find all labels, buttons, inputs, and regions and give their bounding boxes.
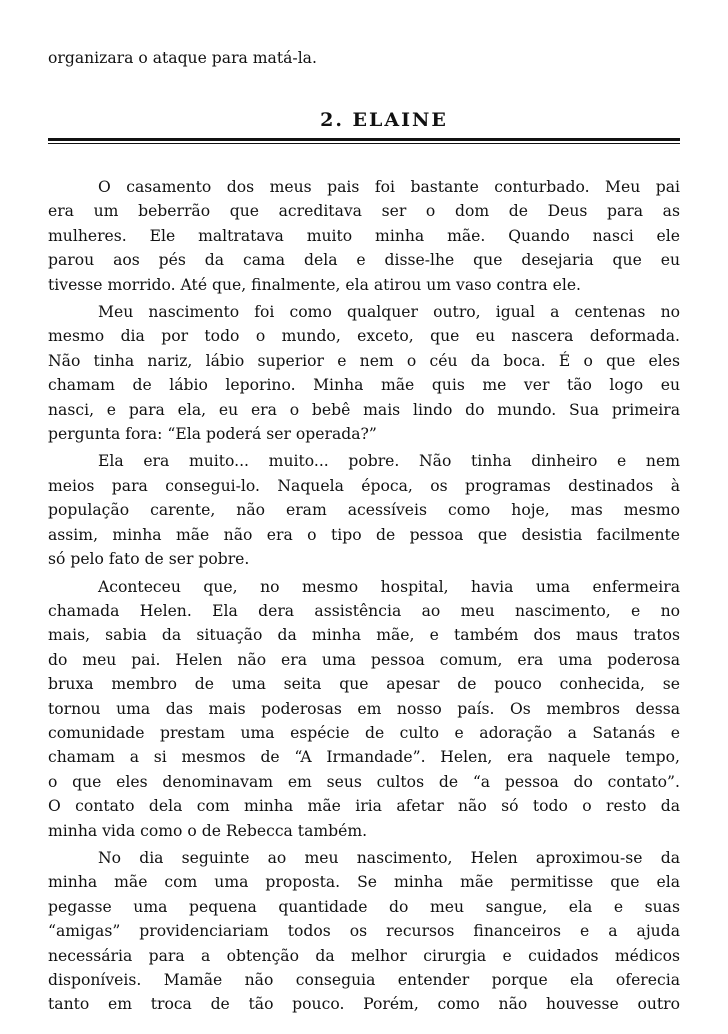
paragraph-line: era um beberrão que acreditava ser o dom de Deus para as bbox=[48, 202, 680, 221]
chapter-title: 2. ELAINE bbox=[320, 109, 448, 131]
divider-thin-line bbox=[48, 143, 680, 144]
paragraph-line: mulheres. Ele maltratava muito minha mãe. Quando nasci ele bbox=[48, 226, 680, 245]
paragraph-line: necessária para a obtenção da melhor cirurgia e cuidados médicos bbox=[48, 946, 680, 965]
paragraph-line: tornou uma das mais poderosas em nosso país. Os membros dessa bbox=[48, 699, 680, 718]
paragraph-line: minha vida como o de Rebecca também. bbox=[48, 821, 368, 840]
paragraph-line: parou aos pés da cama dela e disse-lhe que desejaria que eu bbox=[48, 251, 680, 270]
paragraph-line: “amigas” providenciariam todos os recursos financeiros e a ajuda bbox=[48, 922, 680, 941]
paragraph-line: assim, minha mãe não era o tipo de pessoa que desistia facilmente bbox=[48, 525, 680, 544]
divider-thick-line bbox=[48, 138, 680, 141]
paragraph-line: O contato dela com minha mãe iria afetar não só todo o resto da bbox=[48, 797, 680, 816]
paragraph-line: mesmo dia por todo o mundo, exceto, que eu nascera deformada. bbox=[48, 327, 680, 346]
paragraph-line: chamam de lábio leporino. Minha mãe quis me ver tão logo eu bbox=[48, 376, 680, 395]
paragraph-line: nasci, e para ela, eu era o bebê mais lindo do mundo. Sua primeira bbox=[48, 400, 680, 419]
chapter-divider bbox=[48, 138, 680, 144]
paragraph bbox=[48, 449, 680, 571]
paragraph-line: do meu pai. Helen não era uma pessoa comum, era uma poderosa bbox=[48, 650, 680, 669]
paragraph bbox=[48, 175, 680, 297]
paragraph bbox=[48, 846, 680, 1017]
paragraph-line: Aconteceu que, no mesmo hospital, havia uma enfermeira bbox=[98, 577, 680, 596]
paragraph-line: tanto em troca de tão pouco. Porém, como não houvesse outro bbox=[48, 995, 680, 1014]
paragraph-line: disponíveis. Mamãe não conseguia entender porque ela oferecia bbox=[48, 971, 680, 989]
paragraph bbox=[48, 575, 680, 843]
paragraph-line: chamada Helen. Ela dera assistência ao meu nascimento, e no bbox=[48, 601, 680, 620]
paragraph-line: chamam a si mesmos de “A Irmandade”. Helen, era naquele tempo, bbox=[48, 748, 680, 767]
paragraph-line: pegasse uma pequena quantidade do meu sangue, ela e suas bbox=[48, 897, 680, 916]
paragraph-line: população carente, não eram acessíveis como hoje, mas mesmo bbox=[48, 501, 680, 520]
paragraph-line: Não tinha nariz, lábio superior e nem o céu da boca. É o que eles bbox=[48, 351, 680, 370]
paragraph-line: mais, sabia da situação da minha mãe, e também dos maus tratos bbox=[48, 626, 680, 645]
paragraph-line: comunidade prestam uma espécie de culto e adoração a Satanás e bbox=[48, 723, 680, 742]
paragraph-line: bruxa membro de uma seita que apesar de pouco conhecida, se bbox=[48, 675, 680, 694]
paragraph-line: pergunta fora: “Ela poderá ser operada?” bbox=[48, 425, 377, 444]
paragraph-line: O casamento dos meus pais foi bastante conturbado. Meu pai bbox=[98, 178, 680, 196]
chapter-body bbox=[48, 175, 680, 1017]
paragraph-line: Ela era muito... muito... pobre. Não tinha dinheiro e nem bbox=[98, 452, 680, 471]
paragraph-line: No dia seguinte ao meu nascimento, Helen aproximou-se da bbox=[98, 848, 680, 867]
paragraph bbox=[48, 300, 680, 446]
paragraph-line: Meu nascimento foi como qualquer outro, igual a centenas no bbox=[98, 303, 680, 322]
paragraph-line: minha mãe com uma proposta. Se minha mãe permitisse que ela bbox=[48, 873, 680, 892]
document-page bbox=[48, 46, 680, 1020]
paragraph-line: tivesse morrido. Até que, finalmente, ela atirou um vaso contra ele. bbox=[48, 275, 582, 294]
paragraph-line: meios para consegui-lo. Naquela época, os programas destinados à bbox=[48, 476, 680, 495]
paragraph-line: só pelo fato de ser pobre. bbox=[48, 550, 250, 569]
carry-over-text: organizara o ataque para matá-la. bbox=[48, 49, 317, 67]
paragraph-line: o que eles denominavam em seus cultos de “a pessoa do contato”. bbox=[48, 772, 680, 791]
